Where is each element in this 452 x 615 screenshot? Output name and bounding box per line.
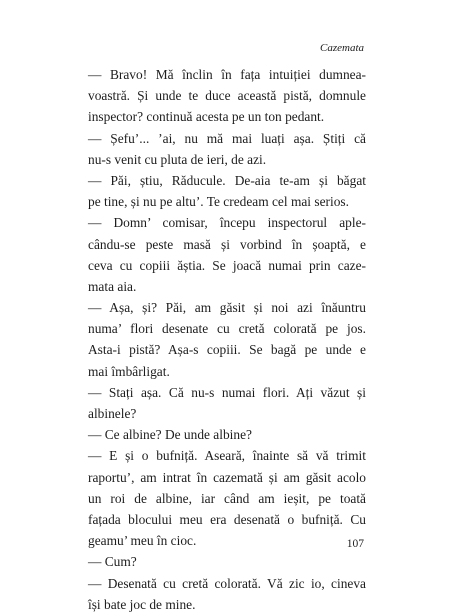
text-line: — E și o bufniță. Aseară, înainte să vă trimit <box>88 448 366 464</box>
text-line: — Șefu’... ’ai, nu mă mai luați așa. Știți că <box>88 130 366 146</box>
text-line: nu-s venit cu pluta de ieri, de azi. <box>88 151 267 167</box>
text-line: — Desenată cu cretă colorată. Vă zic io, cineva <box>88 575 366 591</box>
page-number: 107 <box>346 538 364 550</box>
text-line: — Domn’ comisar, începu inspectorul aple- <box>88 215 366 231</box>
text-line: ceva cu copiii ăștia. Se joacă numai prin caze- <box>88 257 366 273</box>
text-line: — Stați așa. Că nu-s numai flori. Ați văzut și <box>88 384 366 400</box>
text-line: numa’ flori desenate cu cretă colorată pe jos. <box>88 321 366 337</box>
text-line: cându-se peste masă și vorbind în șoaptă, e <box>88 236 366 252</box>
body-text <box>88 64 366 615</box>
text-line: geamu’ meu în cioc. <box>88 533 197 549</box>
text-line: — Păi, știu, Răducule. De-aia te-am și băgat <box>88 172 366 188</box>
text-line: — Bravo! Mă înclin în fața intuiției dumnea- <box>88 67 366 82</box>
text-line: mai îmbârligat. <box>88 363 170 379</box>
text-line: pe tine, și nu pe altu’. Te credeam cel mai serios. <box>88 194 349 210</box>
text-line: — Așa, și? Păi, am găsit și noi azi înăuntru <box>88 300 366 316</box>
text-line: își bate joc de mine. <box>88 596 196 612</box>
running-header: Cazemata <box>320 42 364 54</box>
text-line: — Ce albine? De unde albine? <box>88 427 252 443</box>
text-line: mata aia. <box>88 278 137 294</box>
text-line: raportu’, am intrat în cazemată și am găsit acolo <box>88 469 366 485</box>
text-line: fațada blocului meu era desenată o bufniță. Cu <box>88 511 366 527</box>
text-line: albinele? <box>88 406 137 421</box>
text-line: Asta-i pistă? Așa-s copiii. Se bagă pe unde e <box>88 342 366 358</box>
text-line: un roi de albine, iar când am ieșit, pe toată <box>88 490 366 506</box>
text-line: inspector? continuă acesta pe un ton pedant. <box>88 109 325 125</box>
text-line: voastră. Și unde te duce această pistă, domnule <box>88 88 366 104</box>
text-line: — Cum? <box>88 554 137 570</box>
